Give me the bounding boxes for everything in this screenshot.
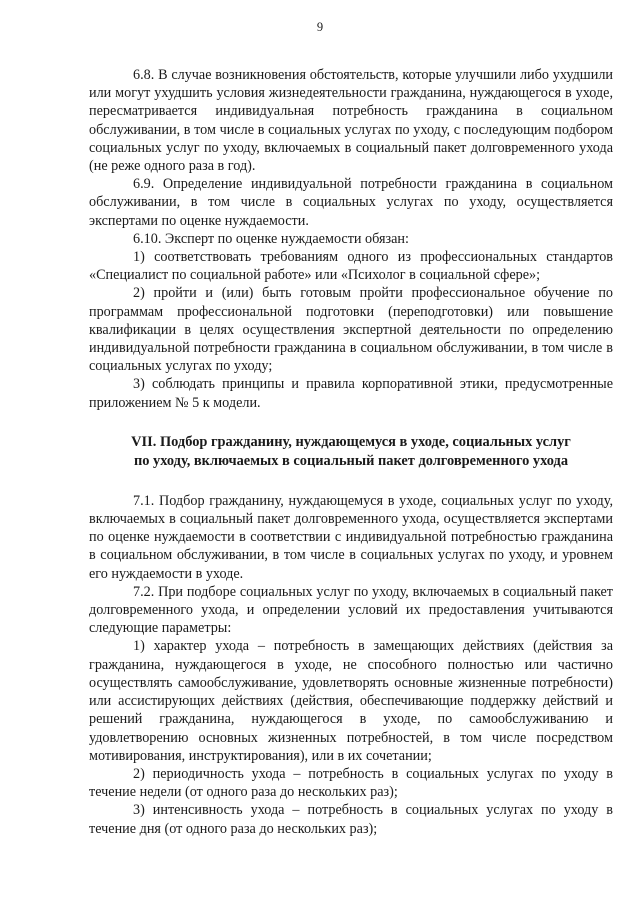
list-item-7-2-3: 3) интенсивность ухода – потребность в социальных услугах по уходу в течение дня (от одного раза до нескольких раз); <box>89 802 613 837</box>
paragraph-6-10: 6.10. Эксперт по оценке нуждаемости обязан: <box>133 230 409 247</box>
paragraph-6-9: 6.9. Определение индивидуальной потребности гражданина в социальном обслуживании, в том числе в социальных услугах по уходу, осуществляется экспертами по оценке нуждаемости. <box>89 176 613 229</box>
paragraph-7-1: 7.1. Подбор гражданину, нуждающемуся в уходе, социальных услуг по уходу, включаемых в социальный пакет долговременного ухода, осуществляется экспертами по оценке нуждаемости в соответствии с индивидуальной потребностью гражданина в социальном обслуживании, в том числе в социальных услугах по уходу, и уровнем его нуждаемости в уходе. <box>89 492 613 582</box>
list-item-7-2-2: 2) периодичность ухода – потребность в социальных услугах по уходу в течение недели (от одного раза до нескольких раз); <box>89 765 613 801</box>
list-item-6-10-3: 3) соблюдать принципы и правила корпоративной этики, предусмотренные приложением № 5 к модели. <box>89 376 613 411</box>
section-heading-vii <box>89 433 613 471</box>
list-item-7-2-1: 1) характер ухода – потребность в замещающих действиях (действия за гражданина, нуждающегося в уходе, не способного полностью или частично осуществлять самообслуживание, удовлетворять основные жизненные потребности) или ассистирующих действиях (действия, обеспечивающие поддержку действий и решений гражданина, нуждающегося в уходе, по самообслуживанию и удовлетворению основных жизненных потребностей, в том числе посредством мотивирования, инструктирования), или в их сочетании; <box>89 638 613 764</box>
paragraph-6-8: 6.8. В случае возникновения обстоятельств, которые улучшили либо ухудшили или могут ухудшить условия жизнедеятельности гражданина, нуждающегося в уходе, пересматривается индивидуальная потребность гражданина в социальном обслуживании, в том числе в социальных услугах по уходу, с последующим подбором социальных услуг по уходу, включаемых в социальный пакет долговременного ухода (не реже одного раза в год). <box>89 67 613 175</box>
paragraph-7-2: 7.2. При подборе социальных услуг по уходу, включаемых в социальный пакет долговременного ухода, и определении условий их предоставления учитываются следующие параметры: <box>89 583 613 637</box>
section-heading-line-2: по уходу, включаемых в социальный пакет долговременного ухода <box>133 452 569 469</box>
document-body <box>89 66 613 838</box>
list-item-6-10-2: 2) пройти и (или) быть готовым пройти профессиональное обучение по программам профессиональной подготовки (переподготовки) или повышение квалификации в целях осуществления экспертной деятельности по определению индивидуальной потребности гражданина в социальном обслуживании, в том числе в социальных услугах по уходу; <box>89 285 613 375</box>
section-heading-line-1: VII. Подбор гражданину, нуждающемуся в уходе, социальных услуг <box>131 433 571 450</box>
list-item-6-10-1: 1) соответствовать требованиям одного из профессиональных стандартов «Специалист по социальной работе» или «Психолог в социальной сфере»; <box>89 249 613 284</box>
page-number: 9 <box>316 20 324 34</box>
